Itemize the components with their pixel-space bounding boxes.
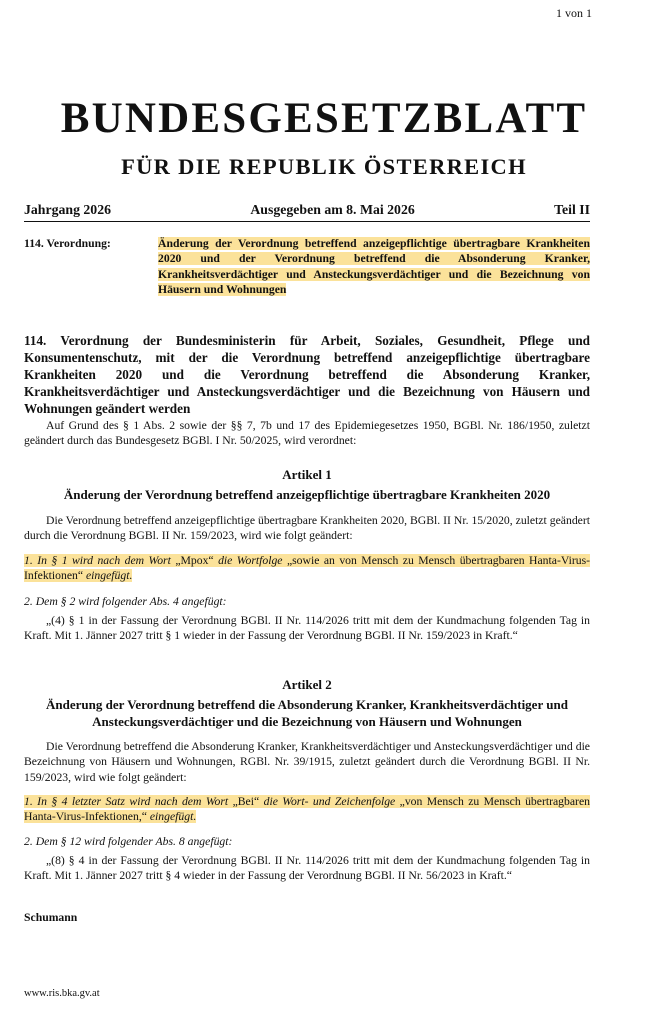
masthead-subtitle: FÜR DIE REPUBLIK ÖSTERREICH xyxy=(121,154,527,179)
summary-text xyxy=(158,236,590,297)
article1-item1-highlight xyxy=(24,554,590,582)
footer-url[interactable]: www.ris.bka.gv.at xyxy=(24,988,100,999)
article1-item2: 2. Dem § 2 wird folgender Abs. 4 angefügt: xyxy=(24,595,227,608)
summary-highlight: Änderung der Verordnung betreffend anzeigepflichtige übertragbare Krankheiten 2020 und der Verordnung betreffend die Absonderung Kranker, Krankheitsverdächtiger und Ansteckungsverdächtiger und die Bezeichnung von Häusern und Wohnungen xyxy=(158,237,590,296)
article2-item1-a: 1. In § 4 letzter Satz wird nach dem Wort xyxy=(24,795,233,808)
article2-item2-text: „(8) § 4 in der Fassung der Verordnung BGBl. II Nr. 114/2026 tritt mit dem der Kundmachung folgenden Tag in Kraft. Mit 1. Jänner 2027 tritt § 4 wieder in der Fassung der Verordnung BGBl. II Nr. 56/2023 in Kraft.“ xyxy=(24,854,590,883)
article2-item1-d: „von Mensch zu Mensch übertragbaren Hanta-Virus-Infektionen,“ xyxy=(24,795,590,824)
issue-bar xyxy=(24,202,590,222)
article2-item1-highlight xyxy=(24,795,590,823)
article2-item2: 2. Dem § 12 wird folgender Abs. 8 angefügt: xyxy=(24,835,233,848)
article2-item1-e: eingefügt. xyxy=(146,810,197,824)
ordinance-title: 114. Verordnung der Bundesministerin für Arbeit, Soziales, Gesundheit, Pflege und Konsumentenschutz, mit der die Verordnung betreffend anzeigepflichtige übertragbare Krankheiten 2020 und die Verordnung betreffend die Absonderung Kranker, Krankheitsverdächtiger und Ansteckungsverdächtiger und die Bezeichnung von Häusern und Wohnungen geändert werden xyxy=(24,333,590,416)
masthead-title: BUNDESGESETZBLATT xyxy=(60,95,588,142)
summary-label: 114. Verordnung: xyxy=(24,237,111,250)
preamble: Auf Grund des § 1 Abs. 2 sowie der §§ 7, 7b und 17 des Epidemiegesetzes 1950, BGBl. Nr. 186/1950, zuletzt geändert durch das Bundesgesetz BGBl. I Nr. 50/2025, wird verordnet: xyxy=(24,419,590,448)
article1-title: Änderung der Verordnung betreffend anzeigepflichtige übertragbare Krankheiten 2020 xyxy=(63,487,551,502)
article2-intro: Die Verordnung betreffend die Absonderung Kranker, Krankheitsverdächtiger und Ansteckungsverdächtiger und die Bezeichnung von Häusern und Wohnungen, RGBl. Nr. 39/1915, zuletzt geändert durch die Verordnung BGBl. II Nr. 159/2023, wird wie folgt geändert: xyxy=(24,740,590,784)
article1-intro: Die Verordnung betreffend anzeigepflichtige übertragbare Krankheiten 2020, BGBl. II Nr. 15/2020, zuletzt geändert durch die Verordnung BGBl. II Nr. 159/2023, wird wie folgt geändert: xyxy=(24,514,590,543)
page-counter: 1 von 1 xyxy=(556,6,592,20)
article1-heading: Artikel 1 xyxy=(282,467,332,482)
signature: Schumann xyxy=(24,911,78,924)
article2-title: Änderung der Verordnung betreffend die Absonderung Kranker, Krankheitsverdächtiger und Ansteckungsverdächtiger und die Bezeichnung von Häusern und Wohnungen xyxy=(46,697,568,729)
article1-item1-d: „sowie an von Mensch zu Mensch übertragbaren Hanta-Virus-Infektionen“ xyxy=(24,554,591,583)
article1-item1-c: die Wortfolge xyxy=(213,554,287,567)
issue-part: Teil II xyxy=(554,202,590,217)
summary-block xyxy=(24,236,590,297)
masthead xyxy=(0,96,648,180)
article2-heading: Artikel 2 xyxy=(282,677,332,692)
article2-item1-c: die Wort- und Zeichenfolge xyxy=(259,795,400,808)
issue-date: Ausgegeben am 8. Mai 2026 xyxy=(250,202,415,217)
article2-item1-b: „Bei“ xyxy=(232,795,260,808)
article1-item2-text: „(4) § 1 in der Fassung der Verordnung BGBl. II Nr. 114/2026 tritt mit dem der Kundmachung folgenden Tag in Kraft. Mit 1. Jänner 2027 tritt § 1 wieder in der Fassung der Verordnung BGBl. II Nr. 159/2023 in Kraft.“ xyxy=(24,614,590,643)
article1-item1-e: eingefügt. xyxy=(83,569,133,583)
article1-item1-a: 1. In § 1 wird nach dem Wort xyxy=(24,554,176,567)
article1-item1 xyxy=(24,553,590,584)
article2-item1 xyxy=(24,794,590,825)
article1-item1-b: „Mpox“ xyxy=(175,554,214,567)
issue-year: Jahrgang 2026 xyxy=(24,202,112,217)
